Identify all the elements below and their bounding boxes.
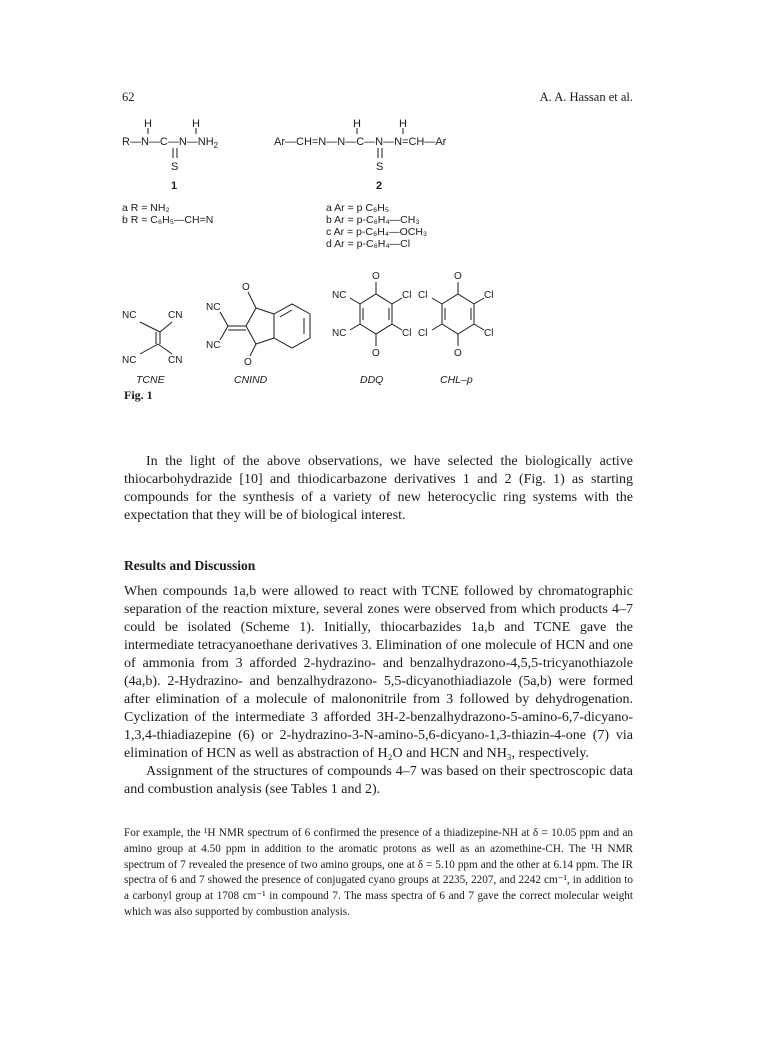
- legend2-a: a Ar = p C₆H₅: [326, 202, 390, 214]
- label-ddq: DDQ: [360, 374, 384, 386]
- results-paragraph-1: When compounds 1a,b were allowed to react with TCNE followed by chromatographic separation of the reaction mixture, several zones were observed from which products 4–7 could be isolated (Scheme 1). Initially, thiocarbazides 1a,b and TCNE gave the intermediate tetracyanoethane derivatives 3. Elimination of one molecule of HCN and one of ammonia from 3 afforded 2-hydrazino- and benzalhydrazono-4,5,5-tricyanothiazole (4a,b). 2-Hydrazino- and benzalhydrazono- 5,5-dicyanothiadiazole (5a,b) were formed after elimination of a molecule of malononitrile from 3 followed by dehydrogenation. Cyclization of the intermediate 3 afforded 3H-2-benzalhydrazono-5-amino-6,7-dicyano-1,3,4-thiadiazepine (6) or 2-hydrazino-3-N-amino-5,6-dicyano-1,3-thiazin-4-one (7) via elimination of HCN as well as abstraction of H₂O and HCN and NH₃, respectively.: [124, 584, 633, 761]
- legend2-d: d Ar = p-C₆H₄—Cl: [326, 238, 411, 250]
- cnind-carbonyl-1: [248, 292, 256, 308]
- cnind-o1: O: [242, 282, 250, 293]
- page-number: 62: [122, 90, 135, 104]
- small-print-note: [124, 826, 633, 921]
- ddq-cl1: Cl: [402, 290, 412, 301]
- cnind-nc1: NC: [206, 302, 221, 313]
- tcne-nc1: NC: [122, 310, 137, 321]
- s1-h2: H: [192, 118, 200, 130]
- chl-cl3: Cl: [484, 290, 494, 301]
- chl-sub-2: [432, 324, 442, 330]
- ddq-sub-2: [350, 324, 360, 330]
- ddq-o2: O: [372, 348, 380, 359]
- chl-ring: [442, 294, 474, 334]
- ddq-ring: [360, 294, 392, 334]
- cnind-benzene-ring: [274, 304, 310, 348]
- chl-cl4: Cl: [484, 328, 494, 339]
- label-chl-p: CHL–p: [440, 374, 473, 386]
- cnind-aromatic-1: [280, 310, 292, 317]
- ddq-cl2: Cl: [402, 328, 412, 339]
- legend2-c: c Ar = p-C₆H₄—OCH₃: [326, 226, 428, 238]
- cnind-nc2: NC: [206, 340, 221, 351]
- ddq-nc2: NC: [332, 328, 347, 339]
- legend1-b: b R = C₆H₅—CH=N: [122, 214, 214, 226]
- s2-chain: Ar—CH=N—N—C—N—N=CH—Ar: [274, 136, 447, 148]
- chl-sub-4: [474, 324, 484, 330]
- tcne-nc2: NC: [122, 355, 137, 366]
- cnind-carbonyl-2: [250, 344, 256, 356]
- ddq-sub-3: [392, 298, 402, 304]
- compound-number-1: 1: [171, 180, 178, 192]
- s2-h2: H: [399, 118, 407, 130]
- s1-chain: $R—N—C—N—NH_2$: [122, 136, 219, 150]
- cnind-o2: O: [244, 357, 252, 368]
- section-heading: Results and Discussion: [124, 558, 256, 573]
- tcne-cn1: CN: [168, 310, 183, 321]
- cnind-five-ring: [246, 308, 274, 344]
- chl-o2: O: [454, 348, 462, 359]
- intro-paragraph: [124, 453, 633, 525]
- s1-h1: H: [144, 118, 152, 130]
- label-cnind: CNIND: [234, 374, 268, 386]
- tcne-bond-1: [140, 322, 160, 332]
- cnind-bond-1: [220, 312, 228, 326]
- intro-text: In the light of the above observations, we have selected the biologically active thiocarbohydrazide [10] and thiodicarbazone derivatives 1 and 2 (Fig. 1) as starting compounds for the synthesis of a variety of new heterocyclic ring systems with the expectation that they will be of biological interest.: [124, 454, 633, 523]
- ddq-nc1: NC: [332, 290, 347, 301]
- ddq-sub-4: [392, 324, 402, 330]
- results-section: [124, 583, 633, 799]
- chl-sub-1: [432, 298, 442, 304]
- chl-sub-3: [474, 298, 484, 304]
- s2-sulfur: S: [376, 161, 384, 173]
- results-paragraph-2: Assignment of the structures of compounds 4–7 was based on their spectroscopic data and combustion analysis (see Tables 1 and 2).: [124, 764, 633, 797]
- s2-h1: H: [353, 118, 361, 130]
- cnind-bond-2: [220, 326, 228, 340]
- legend2-b: b Ar = p-C₆H₄—CH₃: [326, 214, 420, 226]
- tcne-cn2: CN: [168, 355, 183, 366]
- tcne-bond-5: [140, 344, 158, 354]
- chl-o1: O: [454, 271, 462, 282]
- s1-sulfur: S: [171, 161, 179, 173]
- page-header: [0, 0, 757, 110]
- small-print-text: For example, the ¹H NMR spectrum of 6 confirmed the presence of a thiadizepine-NH at δ = 10.05 ppm and an amino group at 4.50 ppm in addition to the aromatic protons as well as an azomethine-CH. The ¹H NMR spectrum of 7 revealed the presence of two amino groups, one at δ = 5.10 ppm and the other at 6.14 ppm. The IR spectra of 6 and 7 showed the presence of conjugated cyano groups at 2235, 2207, and 2242 cm⁻¹, in addition to a carbonyl group at 1708 cm⁻¹ in compound 7. The mass spectra of 6 and 7 gave the correct molecular weight which was also supported by combustion analysis.: [124, 827, 633, 918]
- running-head: A. A. Hassan et al.: [539, 90, 633, 104]
- chl-cl2: Cl: [418, 328, 428, 339]
- tcne-bond-2: [160, 322, 172, 332]
- figure-1: [110, 112, 650, 412]
- chl-cl1: Cl: [418, 290, 428, 301]
- figure-caption: Fig. 1: [124, 388, 153, 402]
- legend1-a: a R = NH₂: [122, 202, 170, 214]
- chemical-structures: [110, 112, 650, 412]
- compound-number-2: 2: [376, 180, 383, 192]
- tcne-bond-6: [158, 344, 172, 354]
- label-tcne: TCNE: [136, 374, 165, 386]
- ddq-sub-1: [350, 298, 360, 304]
- ddq-o1: O: [372, 271, 380, 282]
